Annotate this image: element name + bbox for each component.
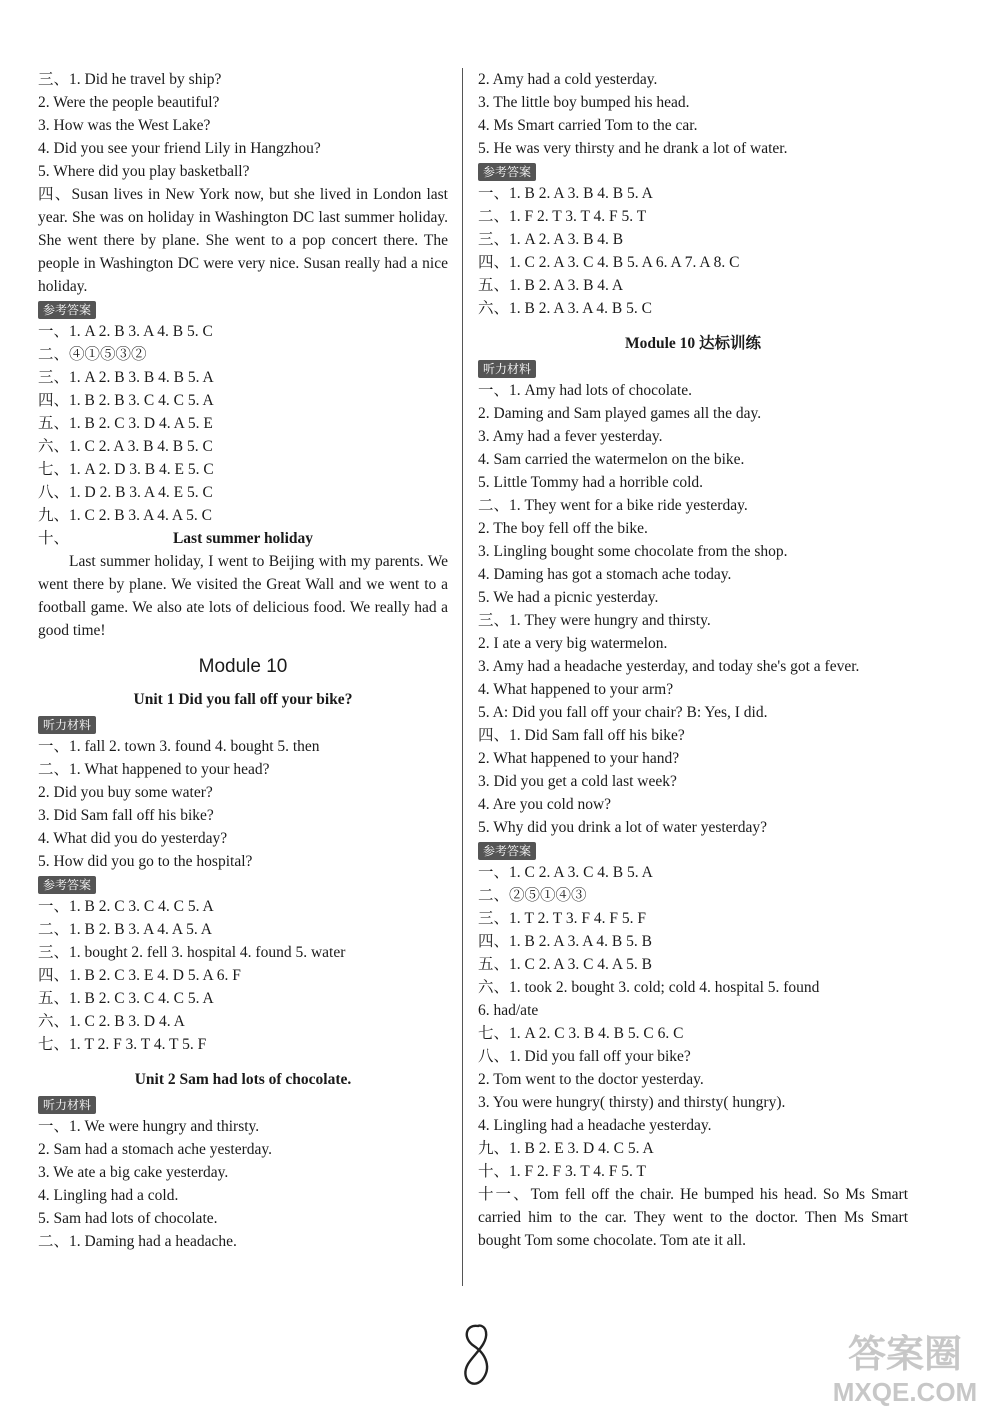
section-tag: 参考答案 bbox=[478, 842, 536, 860]
spacer bbox=[38, 1056, 448, 1064]
text-line: 5. He was very thirsty and he drank a lot of water. bbox=[478, 140, 788, 157]
text-line: 2. Tom went to the doctor yesterday. bbox=[478, 1071, 704, 1088]
section-heading: Unit 2 Sam had lots of chocolate. bbox=[134, 1071, 352, 1088]
section-tag: 参考答案 bbox=[38, 876, 96, 894]
text-line: 六、1. C 2. B 3. D 4. A bbox=[38, 1013, 185, 1030]
section-tag-row bbox=[478, 839, 908, 861]
column-divider bbox=[462, 68, 463, 1286]
text-line: 一、1. fall 2. town 3. found 4. bought 5. then bbox=[38, 738, 320, 755]
text-line: 2. Were the people beautiful? bbox=[38, 94, 220, 111]
text-line: 3. Amy had a headache yesterday, and today she's got a fever. bbox=[478, 658, 860, 675]
text-line: 3. We ate a big cake yesterday. bbox=[38, 1164, 229, 1181]
text-line: 2. Did you buy some water? bbox=[38, 784, 213, 801]
text-line: 三、1. A 2. A 3. B 4. B bbox=[478, 231, 624, 248]
section-tag-row bbox=[478, 357, 908, 379]
text-line: 一、1. C 2. A 3. C 4. B 5. A bbox=[478, 864, 653, 881]
text-line: 二、1. They went for a bike ride yesterday. bbox=[478, 497, 748, 514]
essay-title: Last summer holiday bbox=[172, 530, 314, 547]
text-line: 一、1. A 2. B 3. A 4. B 5. C bbox=[38, 323, 213, 340]
text-line: 二、②⑤①④③ bbox=[478, 887, 587, 904]
text-line: 5. Little Tommy had a horrible cold. bbox=[478, 474, 704, 491]
section-tag-row bbox=[38, 873, 448, 895]
text-line: 5. Sam had lots of chocolate. bbox=[38, 1210, 218, 1227]
text-line: 七、1. A 2. D 3. B 4. E 5. C bbox=[38, 461, 214, 478]
spacer bbox=[478, 320, 908, 328]
text-line: 4. Lingling had a cold. bbox=[38, 1187, 179, 1204]
text-line: 4. Daming has got a stomach ache today. bbox=[478, 566, 732, 583]
page-number: 8 bbox=[452, 1320, 453, 1321]
text-line: 3. Lingling bought some chocolate from the shop. bbox=[478, 543, 788, 560]
text-line: 5. Why did you drink a lot of water yesterday? bbox=[478, 819, 767, 836]
section-tag-row bbox=[38, 713, 448, 735]
text-line: 4. What happened to your arm? bbox=[478, 681, 674, 698]
text-line: 二、④①⑤③② bbox=[38, 346, 147, 363]
paragraph: 四、Susan lives in New York now, but she lived in London last year. She was on holiday in Washington DC last summer holiday. She went there by plane. She went to a pop concert there. The people in Washington DC were very nice. Susan really had a nice holiday. bbox=[38, 186, 448, 295]
text-line: 三、1. Did he travel by ship? bbox=[38, 71, 222, 88]
text-line: 一、1. Amy had lots of chocolate. bbox=[478, 382, 692, 399]
text-line: 五、1. B 2. C 3. C 4. C 5. A bbox=[38, 990, 214, 1007]
watermark-logo bbox=[820, 1325, 990, 1410]
text-line: 六、1. B 2. A 3. A 4. B 5. C bbox=[478, 300, 652, 317]
text-line: 5. We had a picnic yesterday. bbox=[478, 589, 659, 606]
text-line: 3. The little boy bumped his head. bbox=[478, 94, 690, 111]
paragraph: 十一、Tom fell off the chair. He bumped his head. So Ms Smart carried him to the car. They went to the doctor. Then Ms Smart bought Tom some chocolate. Tom ate it all. bbox=[478, 1186, 908, 1249]
text-line: 五、1. C 2. A 3. C 4. A 5. B bbox=[478, 956, 652, 973]
text-line: 2. The boy fell off the bike. bbox=[478, 520, 648, 537]
section-tag: 参考答案 bbox=[38, 301, 96, 319]
text-line: 2. What happened to your hand? bbox=[478, 750, 680, 767]
module-title: Module 10 bbox=[198, 656, 288, 677]
text-line: 2. Daming and Sam played games all the day. bbox=[478, 405, 762, 422]
section-tag: 听力材料 bbox=[38, 716, 96, 734]
text-line: 六、1. C 2. A 3. B 4. B 5. C bbox=[38, 438, 213, 455]
text-line: 4. Did you see your friend Lily in Hangzhou? bbox=[38, 140, 321, 157]
text-line: 七、1. T 2. F 3. T 4. T 5. F bbox=[38, 1036, 207, 1053]
section-tag-row bbox=[38, 298, 448, 320]
text-line: 四、1. C 2. A 3. C 4. B 5. A 6. A 7. A 8. C bbox=[478, 254, 740, 271]
text-line: 五、1. B 2. C 3. D 4. A 5. E bbox=[38, 415, 213, 432]
text-line: 二、1. Daming had a headache. bbox=[38, 1233, 237, 1250]
text-line: 一、1. We were hungry and thirsty. bbox=[38, 1118, 260, 1135]
question-number: 十、 bbox=[38, 530, 70, 547]
section-tag-row bbox=[478, 160, 908, 182]
text-line: 二、1. What happened to your head? bbox=[38, 761, 270, 778]
text-line: 九、1. C 2. B 3. A 4. A 5. C bbox=[38, 507, 212, 524]
section-tag-row bbox=[38, 1093, 448, 1115]
text-line: 3. Did Sam fall off his bike? bbox=[38, 807, 214, 824]
text-line: 5. Where did you play basketball? bbox=[38, 163, 250, 180]
section-tag: 听力材料 bbox=[38, 1096, 96, 1114]
watermark-line1: 答案圈 bbox=[847, 1334, 963, 1376]
text-line: 三、1. A 2. B 3. B 4. B 5. A bbox=[38, 369, 214, 386]
text-line: 四、1. B 2. B 3. C 4. C 5. A bbox=[38, 392, 214, 409]
text-line: 五、1. B 2. A 3. B 4. A bbox=[478, 277, 624, 294]
text-line: 4. Are you cold now? bbox=[478, 796, 612, 813]
text-line: 九、1. B 2. E 3. D 4. C 5. A bbox=[478, 1140, 654, 1157]
text-line: 3. You were hungry( thirsty) and thirsty( hungry). bbox=[478, 1094, 786, 1111]
text-line: 3. Did you get a cold last week? bbox=[478, 773, 677, 790]
text-line: 八、1. Did you fall off your bike? bbox=[478, 1048, 691, 1065]
text-line: 六、1. took 2. bought 3. cold; cold 4. hospital 5. found bbox=[478, 979, 820, 996]
text-line: 4. Lingling had a headache yesterday. bbox=[478, 1117, 712, 1134]
text-line: 3. Amy had a fever yesterday. bbox=[478, 428, 663, 445]
text-line: 三、1. They were hungry and thirsty. bbox=[478, 612, 711, 629]
text-line: 2. I ate a very big watermelon. bbox=[478, 635, 668, 652]
text-line: 八、1. D 2. B 3. A 4. E 5. C bbox=[38, 484, 213, 501]
right-column bbox=[478, 68, 908, 1252]
text-line: 二、1. F 2. T 3. T 4. F 5. T bbox=[478, 208, 647, 225]
text-line: 二、1. B 2. B 3. A 4. A 5. A bbox=[38, 921, 212, 938]
text-line: 2. Sam had a stomach ache yesterday. bbox=[38, 1141, 272, 1158]
section-tag: 听力材料 bbox=[478, 360, 536, 378]
section-heading: Module 10 达标训练 bbox=[624, 335, 762, 352]
text-line: 5. A: Did you fall off your chair? B: Yes, I did. bbox=[478, 704, 768, 721]
handwritten-page-number bbox=[452, 1320, 502, 1390]
text-line: 6. had/ate bbox=[478, 1002, 539, 1019]
text-line: 十、1. F 2. F 3. T 4. F 5. T bbox=[478, 1163, 646, 1180]
text-line: 3. How was the West Lake? bbox=[38, 117, 211, 134]
watermark-line2: MXQE.COM bbox=[832, 1377, 978, 1407]
text-line: 4. Ms Smart carried Tom to the car. bbox=[478, 117, 698, 134]
text-line: 4. Sam carried the watermelon on the bike. bbox=[478, 451, 745, 468]
text-line: 三、1. bought 2. fell 3. hospital 4. found 5. water bbox=[38, 944, 346, 961]
text-line: 一、1. B 2. C 3. C 4. C 5. A bbox=[38, 898, 214, 915]
text-line: 三、1. T 2. T 3. F 4. F 5. F bbox=[478, 910, 646, 927]
text-line: 5. How did you go to the hospital? bbox=[38, 853, 253, 870]
text-line: 4. What did you do yesterday? bbox=[38, 830, 228, 847]
essay-title-row bbox=[38, 527, 448, 550]
text-line: 一、1. B 2. A 3. B 4. B 5. A bbox=[478, 185, 653, 202]
section-tag: 参考答案 bbox=[478, 163, 536, 181]
text-line: 四、1. B 2. A 3. A 4. B 5. B bbox=[478, 933, 652, 950]
section-heading: Unit 1 Did you fall off your bike? bbox=[133, 691, 353, 708]
text-line: 七、1. A 2. C 3. B 4. B 5. C 6. C bbox=[478, 1025, 684, 1042]
text-line: 四、1. Did Sam fall off his bike? bbox=[478, 727, 685, 744]
text-line: 四、1. B 2. C 3. E 4. D 5. A 6. F bbox=[38, 967, 241, 984]
paragraph: Last summer holiday, I went to Beijing with my parents. We went there by plane. We visited the Great Wall and we went to a football game. We also ate lots of delicious food. We really had a good time! bbox=[38, 553, 448, 639]
left-column bbox=[38, 68, 448, 1253]
text-line: 2. Amy had a cold yesterday. bbox=[478, 71, 658, 88]
